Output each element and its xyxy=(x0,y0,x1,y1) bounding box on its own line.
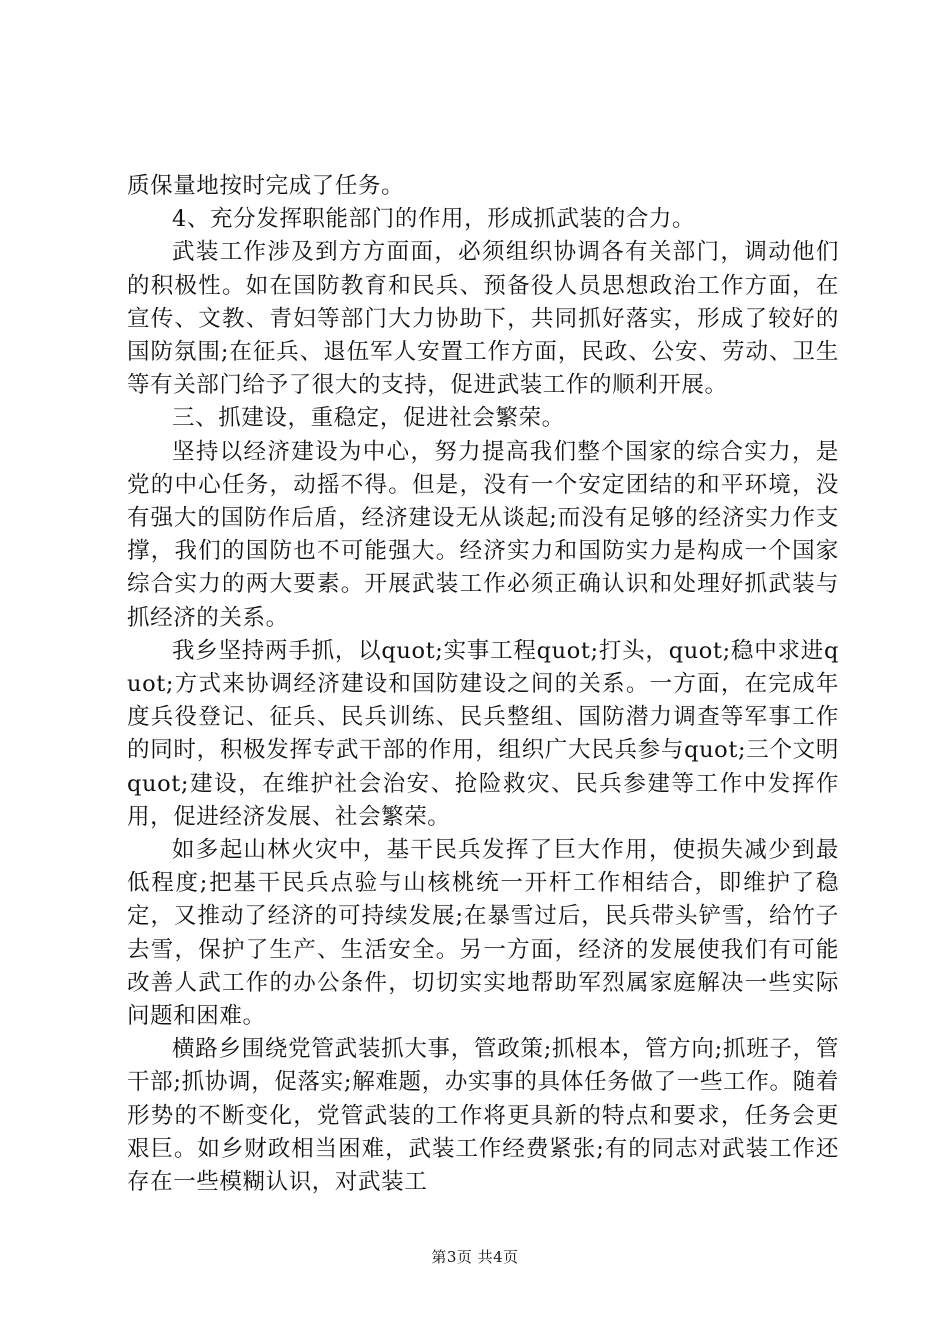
paragraph: 武装工作涉及到方方面面，必须组织协调各有关部门，调动他们的积极性。如在国防教育和民兵、预备役人员思想政治工作方面，在宣传、文教、青妇等部门大力协助下，共同抓好落实，形成了较好的国防氛围;在征兵、退伍军人安置工作方面，民政、公安、劳动、卫生等有关部门给予了很大的支持，促进武装工作的顺利开展。 xyxy=(127,239,839,399)
paragraph: 坚持以经济建设为中心，努力提高我们整个国家的综合实力，是党的中心任务，动摇不得。但是，没有一个安定团结的和平环境，没有强大的国防作后盾，经济建设无从谈起;而没有足够的经济实力作支撑，我们的国防也不可能强大。经济实力和国防实力是构成一个国家综合实力的两大要素。开展武装工作必须正确认识和处理好抓武装与抓经济的关系。 xyxy=(127,438,839,631)
paragraph: 如多起山林火灾中，基干民兵发挥了巨大作用，使损失减少到最低程度;把基干民兵点验与山核桃统一开杆工作相结合，即维护了稳定，又推动了经济的可持续发展;在暴雪过后，民兵带头铲雪，给竹子去雪，保护了生产、生活安全。另一方面，经济的发展使我们有可能改善人武工作的办公条件，切切实实地帮助军烈属家庭解决一些实际问题和困难。 xyxy=(127,837,839,1030)
document-body xyxy=(127,170,839,1199)
paragraph-continuation: 质保量地按时完成了任务。 xyxy=(127,173,405,199)
page-number-footer: 第3页 共4页 xyxy=(431,1248,519,1266)
section-heading-4: 4、充分发挥职能部门的作用，形成抓武装的合力。 xyxy=(172,206,696,233)
paragraph: 我乡坚持两手抓，以quot;实事工程quot;打头，quot;稳中求进quot;方式来协调经济建设和国防建设之间的关系。一方面，在完成年度兵役登记、征兵、民兵训练、民兵整组、国防潜力调查等军事工作的同时，积极发挥专武干部的作用，组织广大民兵参与quot;三个文明quot;建设，在维护社会治安、抢险救灾、民兵参建等工作中发挥作用，促进经济发展、社会繁荣。 xyxy=(127,637,839,830)
paragraph: 横路乡围绕党管武装抓大事，管政策;抓根本，管方向;抓班子，管干部;抓协调，促落实;解难题，办实事的具体任务做了一些工作。随着形势的不断变化，党管武装的工作将更具新的特点和要求，任务会更艰巨。如乡财政相当困难，武装工作经费紧张;有的同志对武装工作还存在一些模糊认识，对武装工 xyxy=(127,1036,839,1196)
section-heading-3: 三、抓建设，重稳定，促进社会繁荣。 xyxy=(172,405,565,432)
